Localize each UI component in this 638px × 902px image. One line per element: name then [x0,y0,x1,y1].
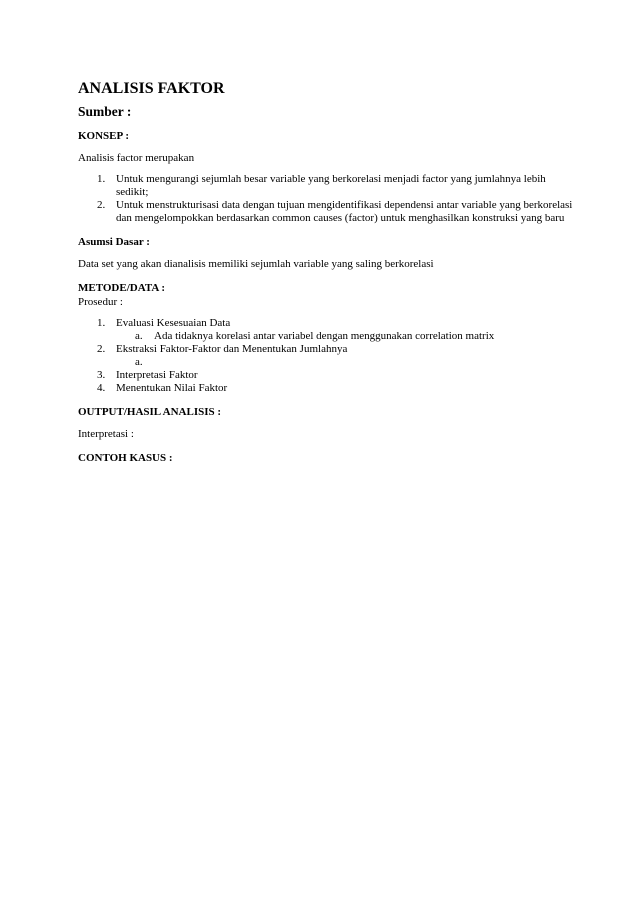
list-text: Evaluasi Kesesuaian Data [116,317,231,329]
list-text: Interpretasi Faktor [116,369,198,381]
sub-list-text: Ada tidaknya korelasi antar variabel dengan menggunakan correlation matrix [154,330,495,342]
asumsi-heading: Asumsi Dasar : [78,236,150,248]
list-text: Menentukan Nilai Faktor [116,382,228,394]
list-item [78,199,578,225]
document-title: ANALISIS FAKTOR [78,80,225,97]
list-item [78,343,578,356]
asumsi-text: Data set yang akan dianalisis memiliki sejumlah variable yang saling berkorelasi [78,258,434,270]
list-item [78,369,578,382]
document-page [78,79,578,465]
list-number: 2. [97,343,106,355]
list-number: 4. [97,382,106,394]
sub-list-text [154,356,157,368]
metode-list [78,317,578,395]
list-text: Untuk menstrukturisasi data dengan tujuan mengidentifikasi dependensi antar variable yang berkorelasi dan mengelompokkan berdasarkan common causes (factor) untuk menghasilkan konstruksi yang baru [116,199,573,224]
sub-list-letter: a. [135,356,143,368]
list-text: Ekstraksi Faktor-Faktor dan Menentukan Jumlahnya [116,343,348,355]
list-number: 2. [97,199,106,211]
list-item [78,173,578,199]
contoh-heading: CONTOH KASUS : [78,452,173,464]
sub-list-item [78,356,578,369]
list-number: 1. [97,317,106,329]
list-text: Untuk mengurangi sejumlah besar variable yang berkorelasi menjadi factor yang jumlahnya lebih sedikit; [116,173,546,198]
output-heading: OUTPUT/HASIL ANALISIS : [78,406,222,418]
sumber-label: Sumber : [78,104,132,119]
interpretasi-label: Interpretasi : [78,428,134,440]
sub-list-item [78,330,578,343]
konsep-heading: KONSEP : [78,130,130,142]
list-item [78,382,578,395]
list-number: 1. [97,173,106,185]
prosedur-label: Prosedur : [78,296,123,308]
sub-list-letter: a. [135,330,143,342]
list-number: 3. [97,369,106,381]
konsep-intro: Analisis factor merupakan [78,152,195,164]
konsep-list [78,173,578,225]
metode-heading: METODE/DATA : [78,282,166,294]
list-item [78,317,578,330]
